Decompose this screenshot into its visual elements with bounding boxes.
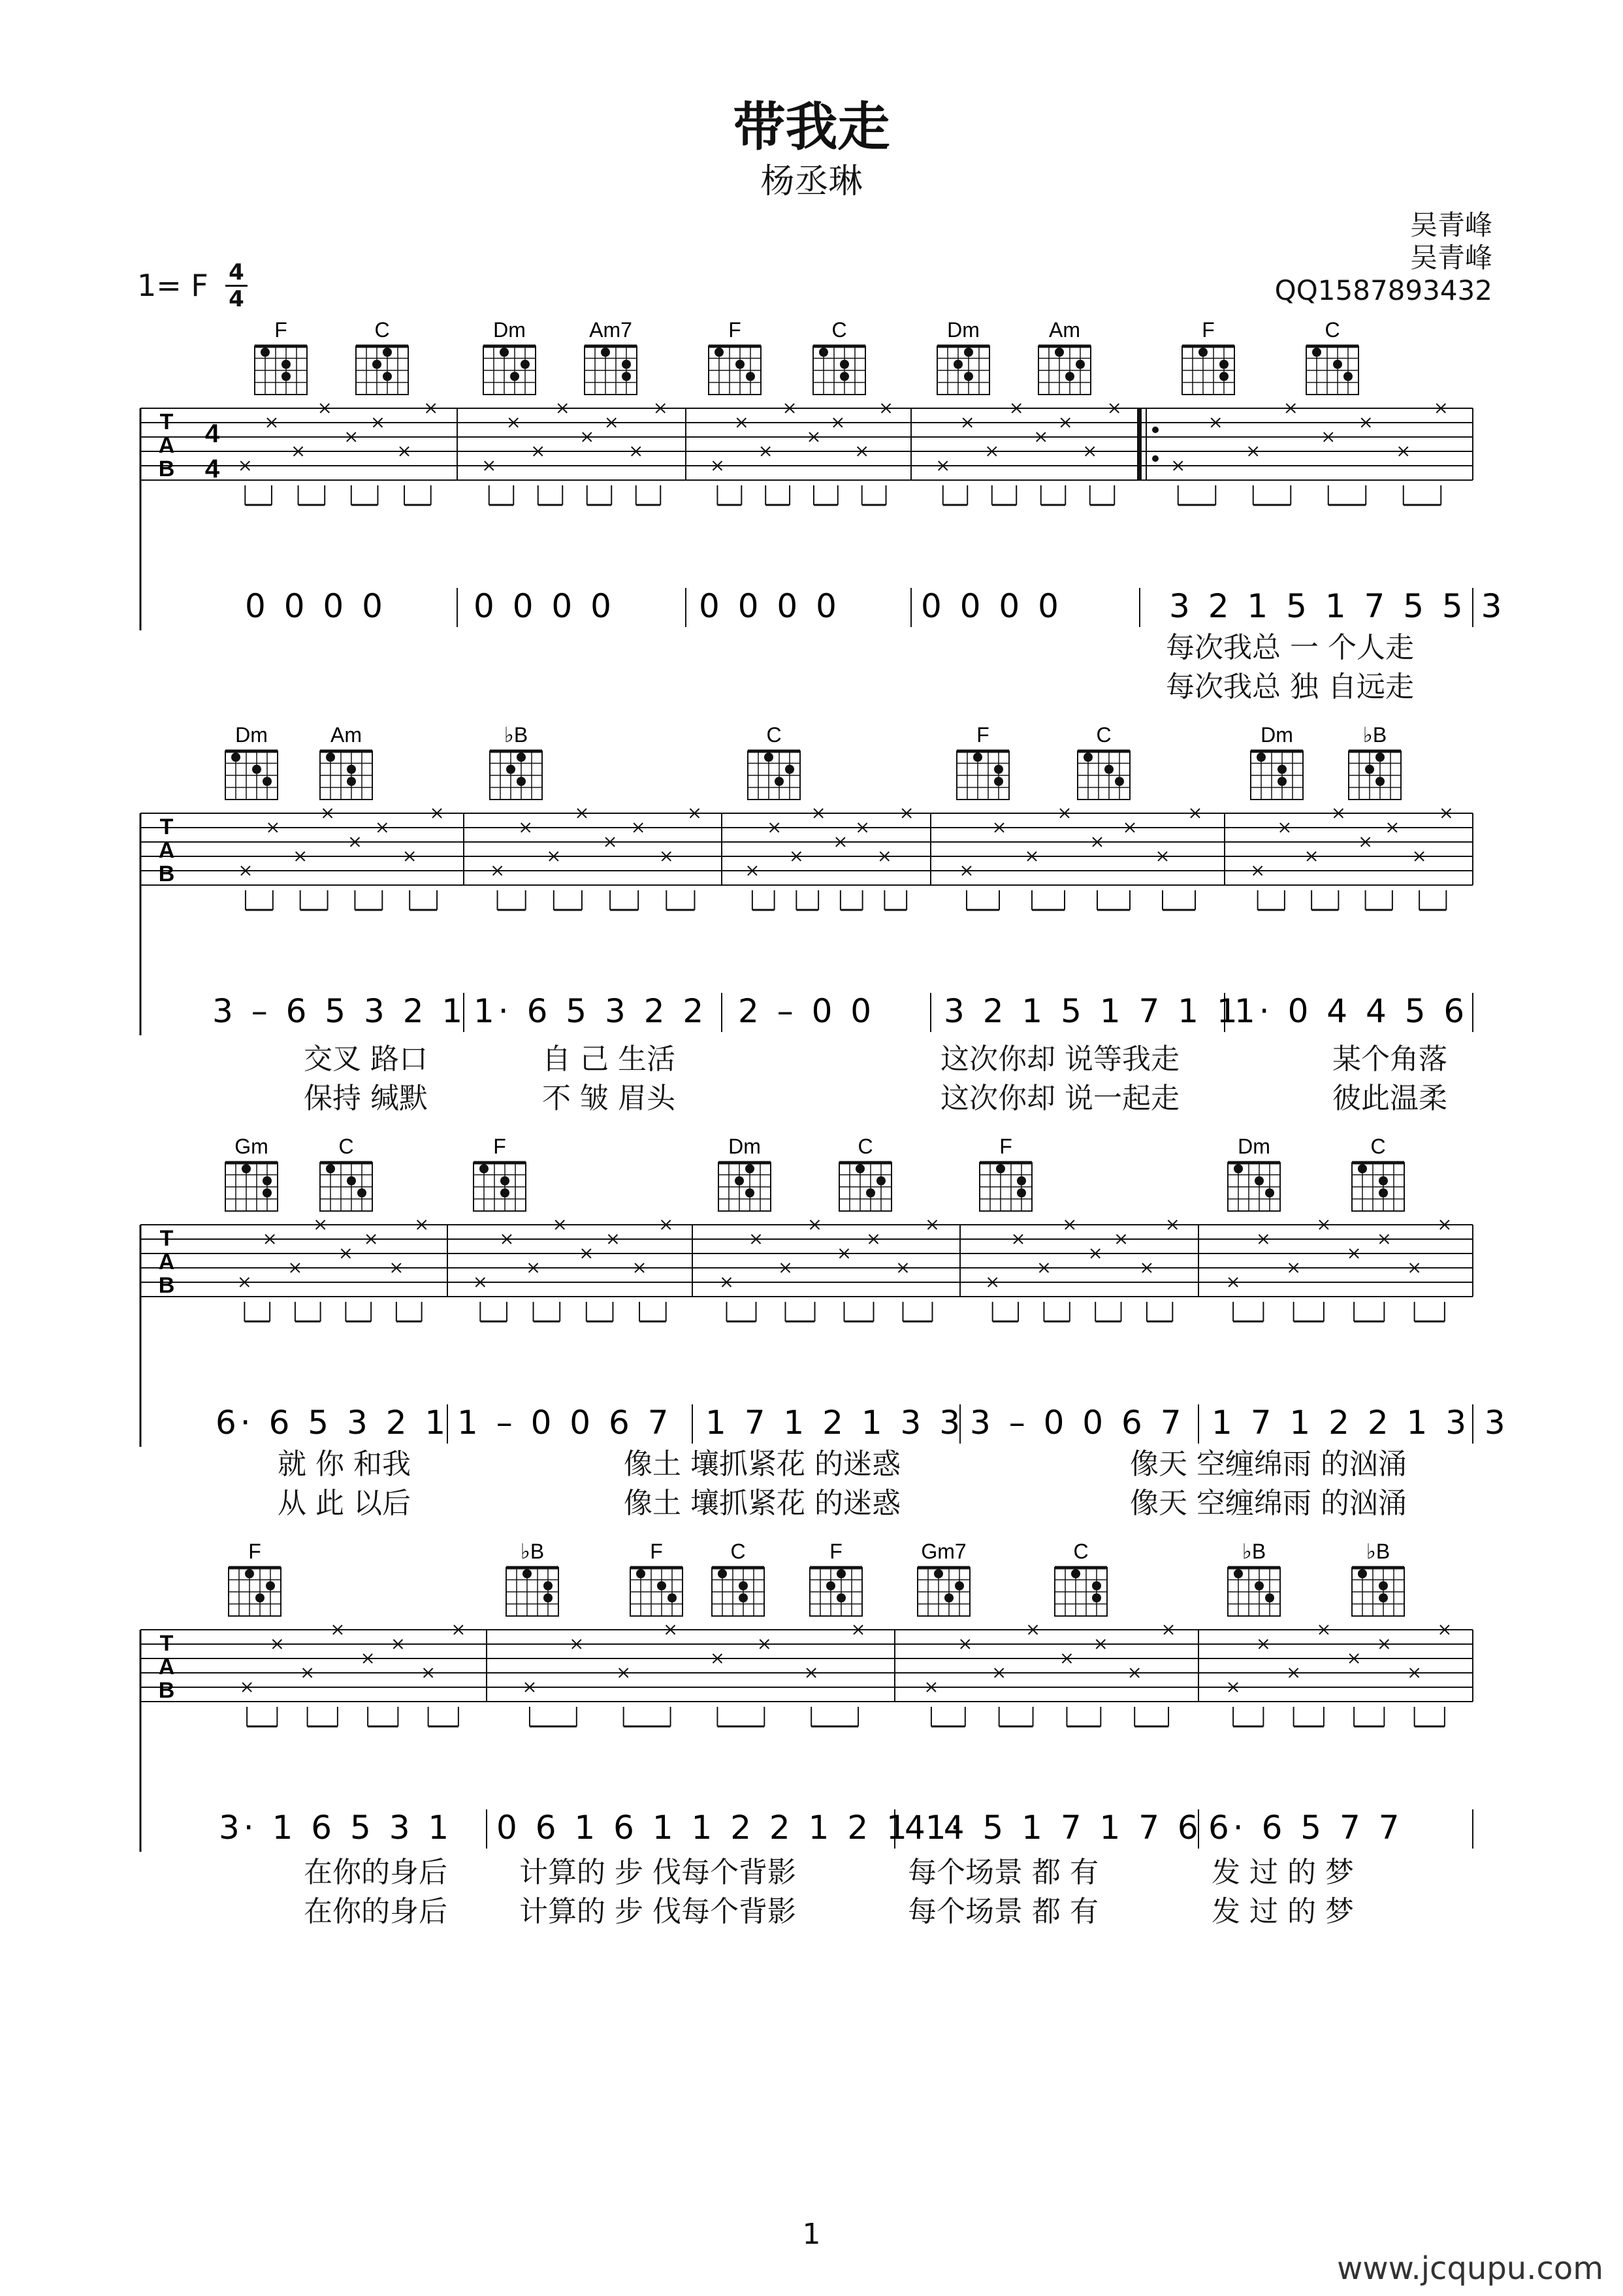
lyrics-line-1: 每个场景 都 有 bbox=[908, 1856, 1099, 1889]
lyrics-line-1: 在你的身后 bbox=[304, 1856, 447, 1889]
chord-finger-dot bbox=[1234, 1164, 1243, 1173]
chord-diagram bbox=[709, 318, 761, 395]
chord-name: ♭B bbox=[520, 1540, 545, 1563]
jianpu-segment: 1· 0 4 4 5 6 bbox=[1234, 992, 1469, 1030]
lyrics-line-2: 每个场景 都 有 bbox=[908, 1895, 1099, 1928]
repeat-barline bbox=[1137, 408, 1142, 480]
chord-name: F bbox=[650, 1540, 663, 1563]
chord-finger-dot bbox=[739, 1593, 748, 1602]
chord-name: Gm bbox=[234, 1135, 268, 1158]
tab-time-signature: 4 bbox=[204, 455, 220, 483]
chord-name: C bbox=[1325, 318, 1340, 342]
page-number: 1 bbox=[802, 2218, 821, 2251]
lyrics-line-1: 交叉 路口 bbox=[304, 1043, 428, 1076]
chord-name: F bbox=[829, 1540, 843, 1563]
chord-finger-dot bbox=[263, 777, 272, 786]
chord-diagram bbox=[1352, 1540, 1404, 1616]
chord-finger-dot bbox=[636, 1569, 645, 1578]
chord-finger-dot bbox=[1219, 372, 1229, 381]
tab-clef-letter: A bbox=[158, 1655, 175, 1679]
chord-name: Dm bbox=[1261, 723, 1293, 747]
time-signature bbox=[225, 261, 248, 310]
jianpu-segment: 6· 6 5 3 2 1 bbox=[216, 1404, 450, 1442]
chord-finger-dot bbox=[543, 1581, 553, 1591]
chord-diagram bbox=[1349, 723, 1401, 800]
chord-finger-dot bbox=[1092, 1593, 1101, 1602]
lyrics-line-1: 就 你 和我 bbox=[278, 1447, 411, 1481]
chord-diagram bbox=[225, 723, 278, 800]
site-url: www.jcqupu.com bbox=[1337, 2250, 1603, 2287]
chord-name: F bbox=[728, 318, 741, 342]
chord-finger-dot bbox=[261, 348, 270, 357]
jianpu-segment: 4 4 5 1 7 1 7 6 bbox=[905, 1809, 1202, 1847]
tab-clef-letter: B bbox=[158, 862, 175, 886]
chord-finger-dot bbox=[255, 1593, 265, 1602]
chord-finger-dot bbox=[1365, 765, 1374, 774]
chord-finger-dot bbox=[1071, 1569, 1080, 1578]
chord-name: F bbox=[976, 723, 989, 747]
chord-name: ♭B bbox=[1362, 723, 1387, 747]
lyrics-line-2: 保持 缄默 bbox=[304, 1082, 428, 1115]
chord-finger-dot bbox=[326, 1164, 335, 1173]
chord-name: Dm bbox=[493, 318, 526, 342]
chord-name: C bbox=[1073, 1540, 1089, 1563]
chord-finger-dot bbox=[263, 1188, 272, 1197]
jianpu-segment: 3 – 0 0 6 7 bbox=[970, 1404, 1185, 1442]
chord-finger-dot bbox=[517, 752, 526, 762]
chord-finger-dot bbox=[510, 372, 519, 381]
jianpu-segment: 1 7 1 2 1 3 3 bbox=[705, 1404, 965, 1442]
chord-diagram bbox=[718, 1135, 771, 1211]
chord-finger-dot bbox=[994, 777, 1003, 786]
chord-diagram bbox=[225, 1135, 278, 1211]
chord-name: Am7 bbox=[589, 318, 632, 342]
chord-name: F bbox=[493, 1135, 506, 1158]
jianpu-segment: 3 – 6 5 3 2 1 bbox=[212, 992, 467, 1030]
chord-finger-dot bbox=[231, 752, 240, 762]
chord-name: C bbox=[858, 1135, 873, 1158]
chord-finger-dot bbox=[1055, 348, 1064, 357]
chord-finger-dot bbox=[996, 1164, 1005, 1173]
jianpu-segment: 0 0 0 0 bbox=[474, 587, 615, 625]
chord-finger-dot bbox=[372, 360, 381, 369]
chord-diagram bbox=[490, 723, 542, 800]
chord-finger-dot bbox=[837, 1569, 846, 1578]
chord-diagram bbox=[1352, 1135, 1404, 1211]
chord-finger-dot bbox=[1257, 752, 1266, 762]
chord-finger-dot bbox=[1255, 1581, 1264, 1591]
system-4 bbox=[0, 1528, 1623, 1920]
chord-finger-dot bbox=[347, 1176, 356, 1186]
chord-name: ♭B bbox=[1242, 1540, 1266, 1563]
jianpu-segment: 3 2 1 5 1 7 1 1 bbox=[944, 992, 1242, 1030]
chord-finger-dot bbox=[1065, 372, 1074, 381]
lyrics-line-1: 某个角落 bbox=[1332, 1043, 1447, 1076]
chord-name: C bbox=[766, 723, 782, 747]
jianpu-segment: 1 7 1 2 2 1 3 3 bbox=[1212, 1404, 1509, 1442]
chord-name: ♭B bbox=[1366, 1540, 1390, 1563]
credits bbox=[1275, 209, 1492, 307]
chord-finger-dot bbox=[954, 360, 963, 369]
tab-clef-letter: B bbox=[158, 1273, 175, 1298]
repeat-dot bbox=[1152, 427, 1159, 433]
chord-finger-dot bbox=[266, 1581, 275, 1591]
chord-finger-dot bbox=[764, 752, 773, 762]
chord-finger-dot bbox=[1115, 777, 1124, 786]
lyrics-line-2: 发 过 的 梦 bbox=[1212, 1895, 1354, 1928]
chord-finger-dot bbox=[715, 348, 724, 357]
chord-name: Am bbox=[330, 723, 362, 747]
lyrics-line-2: 不 皱 眉头 bbox=[542, 1082, 675, 1115]
chord-finger-dot bbox=[1092, 1581, 1101, 1591]
lyrics-line-1: 像天 空缠绵雨 的汹涌 bbox=[1130, 1447, 1407, 1481]
chord-finger-dot bbox=[506, 765, 515, 774]
jianpu-segment: 0 6 1 6 1 1 2 2 1 2 1 1· bbox=[496, 1809, 965, 1847]
chord-finger-dot bbox=[263, 1176, 272, 1186]
chord-finger-dot bbox=[1255, 1176, 1264, 1186]
chord-finger-dot bbox=[819, 348, 828, 357]
chord-finger-dot bbox=[1198, 348, 1208, 357]
tab-clef-letter: A bbox=[158, 1250, 175, 1274]
chord-diagram bbox=[1251, 723, 1303, 800]
lyrics-line-2: 彼此温柔 bbox=[1332, 1082, 1447, 1115]
artist-name: 杨丞琳 bbox=[760, 162, 863, 201]
chord-finger-dot bbox=[1278, 777, 1287, 786]
chord-finger-dot bbox=[1084, 752, 1093, 762]
chord-finger-dot bbox=[1104, 765, 1114, 774]
song-title: 带我走 bbox=[733, 97, 890, 157]
chord-finger-dot bbox=[1379, 1581, 1388, 1591]
repeat-dot bbox=[1152, 455, 1159, 462]
lyrics-line-1: 自 己 生活 bbox=[542, 1043, 675, 1076]
chord-finger-dot bbox=[281, 360, 291, 369]
lyrics-line-2: 像土 壤抓紧花 的迷惑 bbox=[624, 1487, 901, 1520]
chord-finger-dot bbox=[479, 1164, 489, 1173]
chord-diagram bbox=[1228, 1540, 1280, 1616]
chord-finger-dot bbox=[934, 1569, 943, 1578]
chord-finger-dot bbox=[964, 348, 973, 357]
chord-finger-dot bbox=[876, 1176, 886, 1186]
chord-name: C bbox=[338, 1135, 354, 1158]
chord-finger-dot bbox=[1343, 372, 1353, 381]
chord-name: F bbox=[274, 318, 287, 342]
chord-finger-dot bbox=[775, 777, 784, 786]
chord-diagram bbox=[585, 318, 637, 395]
chord-finger-dot bbox=[746, 372, 755, 381]
chord-finger-dot bbox=[745, 1164, 754, 1173]
chord-finger-dot bbox=[622, 360, 631, 369]
chord-finger-dot bbox=[657, 1581, 666, 1591]
chord-name: Gm7 bbox=[921, 1540, 967, 1563]
chord-finger-dot bbox=[1219, 360, 1229, 369]
chord-name: F bbox=[248, 1540, 261, 1563]
chord-finger-dot bbox=[1234, 1569, 1243, 1578]
chord-finger-dot bbox=[739, 1581, 748, 1591]
chord-finger-dot bbox=[500, 348, 509, 357]
chord-finger-dot bbox=[1379, 1188, 1388, 1197]
lyrics-line-1: 这次你却 说等我走 bbox=[940, 1043, 1180, 1076]
chord-finger-dot bbox=[973, 752, 982, 762]
chord-name: C bbox=[730, 1540, 746, 1563]
chord-diagram bbox=[1306, 318, 1358, 395]
chord-finger-dot bbox=[622, 372, 631, 381]
chord-name: Am bbox=[1049, 318, 1080, 342]
chord-finger-dot bbox=[735, 1176, 744, 1186]
jianpu-segment: 6· 6 5 7 7 bbox=[1208, 1809, 1404, 1847]
chord-name: Dm bbox=[947, 318, 980, 342]
chord-name: Dm bbox=[728, 1135, 761, 1158]
chord-finger-dot bbox=[1375, 752, 1385, 762]
chord-finger-dot bbox=[1076, 360, 1085, 369]
chord-finger-dot bbox=[521, 360, 530, 369]
chord-finger-dot bbox=[856, 1164, 865, 1173]
chord-finger-dot bbox=[1358, 1569, 1367, 1578]
chord-finger-dot bbox=[281, 372, 291, 381]
contact-qq: QQ1587893432 bbox=[1274, 274, 1492, 306]
composer: 吴青峰 bbox=[1409, 242, 1492, 274]
chord-finger-dot bbox=[383, 372, 392, 381]
tab-clef-letter: B bbox=[158, 457, 175, 481]
chord-name: C bbox=[374, 318, 390, 342]
jianpu-segment: 0 0 0 0 bbox=[921, 587, 1063, 625]
chord-finger-dot bbox=[1358, 1164, 1367, 1173]
tab-clef-letter: A bbox=[158, 838, 175, 863]
chord-diagram bbox=[918, 1540, 970, 1616]
chord-diagram bbox=[937, 318, 989, 395]
jianpu-segment: 0 0 0 0 bbox=[245, 587, 387, 625]
chord-finger-dot bbox=[1333, 360, 1342, 369]
chord-finger-dot bbox=[1265, 1593, 1274, 1602]
chord-finger-dot bbox=[347, 777, 356, 786]
chord-diagram bbox=[957, 723, 1009, 800]
chord-finger-dot bbox=[1017, 1176, 1026, 1186]
chord-finger-dot bbox=[1017, 1188, 1026, 1197]
chord-name: C bbox=[1096, 723, 1112, 747]
lyrics-line-1: 像土 壤抓紧花 的迷惑 bbox=[624, 1447, 901, 1481]
chord-diagram bbox=[320, 1135, 372, 1211]
chord-finger-dot bbox=[347, 765, 356, 774]
chord-finger-dot bbox=[735, 360, 745, 369]
chord-finger-dot bbox=[718, 1569, 727, 1578]
lyrics-line-2: 在你的身后 bbox=[304, 1895, 447, 1928]
chord-finger-dot bbox=[866, 1188, 875, 1197]
chord-finger-dot bbox=[383, 348, 392, 357]
chord-finger-dot bbox=[543, 1593, 553, 1602]
jianpu-segment: 1· 6 5 3 2 2 bbox=[474, 992, 708, 1030]
chord-diagram bbox=[255, 318, 307, 395]
chord-diagram bbox=[712, 1540, 764, 1616]
jianpu-segment: 1 – 0 0 6 7 bbox=[457, 1404, 673, 1442]
chord-finger-dot bbox=[1379, 1593, 1388, 1602]
chord-finger-dot bbox=[500, 1176, 509, 1186]
lyrics-line-2: 从 此 以后 bbox=[278, 1487, 411, 1520]
lyrics-line-1: 发 过 的 梦 bbox=[1212, 1856, 1354, 1889]
tab-clef-letter: A bbox=[158, 433, 175, 458]
lyricist: 吴青峰 bbox=[1409, 209, 1492, 241]
chord-finger-dot bbox=[1375, 777, 1385, 786]
chord-finger-dot bbox=[840, 372, 849, 381]
chord-diagram bbox=[810, 1540, 862, 1616]
tab-clef-letter: T bbox=[159, 1631, 174, 1656]
chord-diagram bbox=[506, 1540, 558, 1616]
lyrics-line-1: 计算的 步 伐每个背影 bbox=[519, 1856, 796, 1889]
chord-finger-dot bbox=[955, 1581, 964, 1591]
lyrics-line-2: 每次我总 独 自远走 bbox=[1166, 670, 1414, 703]
chord-finger-dot bbox=[522, 1569, 532, 1578]
chord-finger-dot bbox=[667, 1593, 677, 1602]
chord-finger-dot bbox=[1265, 1188, 1274, 1197]
chord-diagram bbox=[813, 318, 865, 395]
chord-diagram bbox=[839, 1135, 892, 1211]
chord-name: Dm bbox=[1238, 1135, 1270, 1158]
chord-name: Dm bbox=[235, 723, 268, 747]
chord-finger-dot bbox=[500, 1188, 509, 1197]
chord-finger-dot bbox=[1312, 348, 1321, 357]
chord-diagram bbox=[229, 1540, 281, 1616]
tab-clef-letter: T bbox=[159, 815, 174, 839]
chord-finger-dot bbox=[326, 752, 335, 762]
jianpu-segment: 3 2 1 5 1 7 5 5 3 bbox=[1169, 587, 1506, 625]
chord-finger-dot bbox=[840, 360, 849, 369]
chord-diagram bbox=[483, 318, 536, 395]
lyrics-line-2: 计算的 步 伐每个背影 bbox=[519, 1895, 796, 1928]
chord-finger-dot bbox=[517, 777, 526, 786]
chord-diagram bbox=[356, 318, 408, 395]
chord-name: C bbox=[831, 318, 847, 342]
chord-diagram bbox=[1078, 723, 1130, 800]
lyrics-line-2: 这次你却 说一起走 bbox=[940, 1082, 1180, 1115]
chord-finger-dot bbox=[242, 1164, 251, 1173]
lyrics-line-1: 每次我总 一 个人走 bbox=[1166, 631, 1414, 664]
chord-finger-dot bbox=[994, 765, 1003, 774]
chord-diagram bbox=[320, 723, 372, 800]
chord-finger-dot bbox=[964, 372, 973, 381]
chord-diagram bbox=[1038, 318, 1091, 395]
chord-diagram bbox=[474, 1135, 526, 1211]
jianpu-segment: 2 – 0 0 bbox=[738, 992, 876, 1030]
chord-name: ♭B bbox=[504, 723, 528, 747]
chord-finger-dot bbox=[1379, 1176, 1388, 1186]
time-sig-bottom: 4 bbox=[229, 286, 244, 312]
tab-clef-letter: B bbox=[158, 1678, 175, 1703]
chord-finger-dot bbox=[245, 1569, 254, 1578]
chord-finger-dot bbox=[601, 348, 610, 357]
chord-finger-dot bbox=[944, 1593, 954, 1602]
chord-diagram bbox=[1055, 1540, 1107, 1616]
chord-name: F bbox=[999, 1135, 1012, 1158]
chord-finger-dot bbox=[1278, 765, 1287, 774]
time-sig-top: 4 bbox=[229, 259, 244, 285]
chord-finger-dot bbox=[357, 1188, 366, 1197]
chord-finger-dot bbox=[252, 765, 261, 774]
chord-finger-dot bbox=[837, 1593, 846, 1602]
chord-name: F bbox=[1202, 318, 1215, 342]
jianpu-segment: 3· 1 6 5 3 1 bbox=[219, 1809, 453, 1847]
chord-diagram bbox=[1228, 1135, 1280, 1211]
chord-diagram bbox=[1182, 318, 1234, 395]
chord-diagram bbox=[630, 1540, 683, 1616]
chord-diagram bbox=[748, 723, 800, 800]
key-signature: 1= F bbox=[137, 268, 208, 303]
chord-name: C bbox=[1370, 1135, 1386, 1158]
tab-clef-letter: T bbox=[159, 1226, 174, 1251]
tab-clef-letter: T bbox=[159, 410, 174, 434]
chord-finger-dot bbox=[826, 1581, 835, 1591]
chord-finger-dot bbox=[785, 765, 794, 774]
jianpu-segment: 0 0 0 0 bbox=[699, 587, 841, 625]
chord-diagram bbox=[980, 1135, 1032, 1211]
lyrics-line-2: 像天 空缠绵雨 的汹涌 bbox=[1130, 1487, 1407, 1520]
chord-finger-dot bbox=[745, 1188, 754, 1197]
tab-time-signature: 4 bbox=[204, 419, 220, 448]
